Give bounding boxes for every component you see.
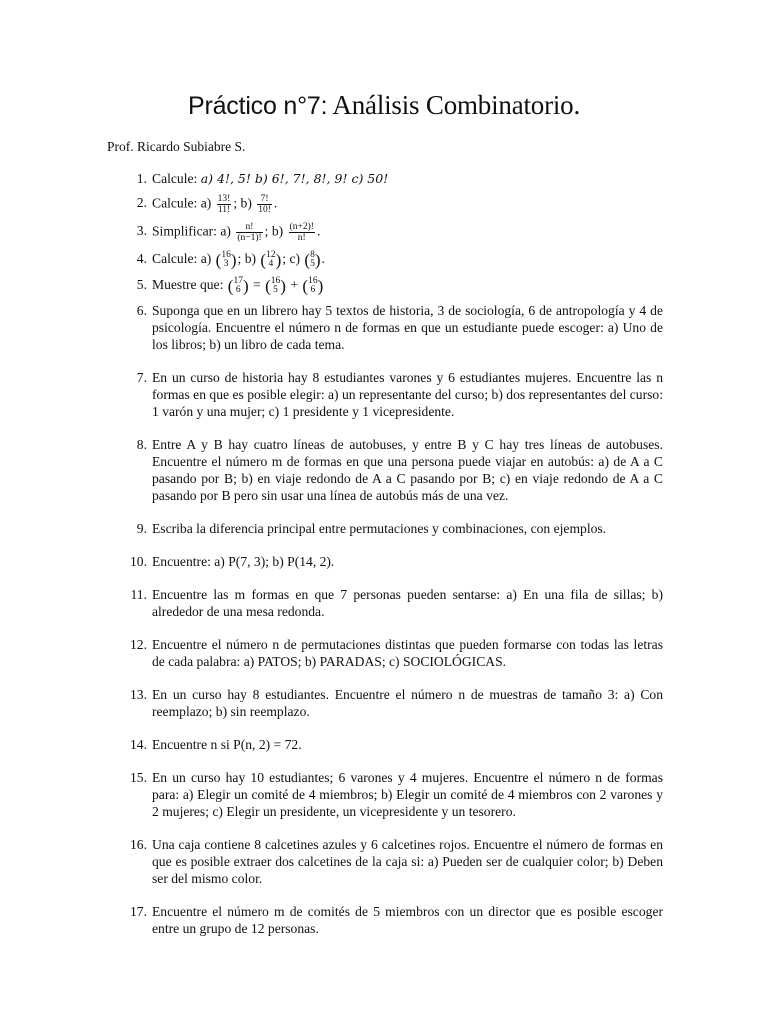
problem-text: En un curso de historia hay 8 estudiantes varones y 6 estudiantes mujeres. Encuentre las n formas en que es posible elegir: a) un representante del curso; b) dos representantes del curso: 1 varón y una mujer; c) 1 presidente y 1 vicepresidente. — [152, 369, 663, 419]
problem-text: Escriba la diferencia principal entre permutaciones y combinaciones, con ejemplos. — [152, 520, 607, 536]
binomial: ( 16 3 ) — [215, 249, 237, 270]
problem-number: 1. — [136, 171, 147, 186]
problem-item — [107, 369, 663, 420]
problem-text: Encuentre: a) P(7, 3); b) P(14, 2). — [152, 553, 335, 569]
problem-item: 5. Muestre que: ( 17 6 ) = ( 16 5 ) + ( 16 6 ) — [107, 276, 663, 295]
problem-text: Encuentre el número m de comités de 5 miembros con un director que es posible escoger entre un grupo de 12 personas. — [152, 903, 663, 936]
problem-text: Calcule: — [152, 171, 201, 186]
problem-item — [107, 636, 663, 670]
binomial: ( 8 5 ) — [304, 249, 321, 270]
problem-number: 7. — [136, 369, 147, 385]
problem-text: Muestre que: — [152, 276, 224, 292]
title-rest: Análisis Combinatorio. — [327, 90, 581, 120]
problem-text: Encuentre las m formas en que 7 personas pueden sentarse: a) En una fila de sillas; b) alrededor de una mesa redonda. — [152, 586, 663, 619]
problem-list — [107, 170, 663, 937]
title-lead: Práctico n°7: — [187, 92, 328, 120]
problem-item — [107, 302, 663, 353]
problem-text: Encuentre el número n de permutaciones distintas que pueden formarse con todas las letras de cada palabra: a) PATOS; b) PARADAS; c) SOCIOLÓGICAS. — [152, 636, 663, 669]
problem-item: 3. Simplificar: a) $\frac{n!}{(n-1)!}$ ; b) $\frac{(n+2)!}{n!}$ . — [107, 222, 663, 243]
problem-number: 6. — [136, 302, 147, 318]
problem-item: 2. Calcule: a) $\frac{13!}{11!}$ ; b) $\frac{7!}{10!}$ . — [107, 194, 663, 215]
binomial: ( 17 6 ) — [227, 275, 249, 296]
problem-text: Calcule: a) — [152, 251, 212, 266]
problem-text: Calcule: a) — [152, 195, 212, 211]
problem-text: Una caja contiene 8 calcetines azules y 6 calcetines rojos. Encuentre el número de formas en que es posible extraer dos calcetines de la caja si: a) Pueden ser de cualquier color; b) Deben ser del mismo color. — [152, 836, 663, 886]
problem-number: 8. — [136, 436, 147, 452]
problem-item — [107, 836, 663, 887]
problem-text: Encuentre n si P(n, 2) = 72. — [152, 736, 302, 752]
fraction: $\frac{n!}{(n-1)!}$ — [237, 222, 262, 243]
problem-number: 2. — [136, 195, 147, 210]
problem-number: 17. — [130, 903, 147, 919]
problem-item — [107, 686, 663, 720]
fraction: $\frac{13!}{11!}$ — [217, 194, 231, 215]
problem-text: Entre A y B hay cuatro líneas de autobuses, y entre B y C hay tres líneas de autobuses. Encuentre el número m de formas en que una persona puede viajar en autobús: a) de A a C pasando por B; b) en viaje redondo de A a C pasando por B; c) en viaje redondo de A a C pasando por B pero sin usar una línea de autobús más de una vez. — [152, 436, 663, 503]
problem-item: 4. Calcule: a) ( 16 3 ); b) ( 12 4 ); c) ( 8 5 ). — [107, 250, 663, 269]
binomial: ( 16 6 ) — [302, 275, 324, 296]
problem-item — [107, 520, 663, 537]
problem-item — [107, 436, 663, 504]
problem-text: En un curso hay 8 estudiantes. Encuentre el número n de muestras de tamaño 3: a) Con reemplazo; b) sin reemplazo. — [152, 686, 663, 719]
problem-item — [107, 170, 663, 187]
problem-number: 3. — [136, 223, 147, 238]
problem-text: Simplificar: a) — [152, 223, 231, 239]
problem-number: 4. — [136, 251, 147, 266]
problem-number: 13. — [130, 686, 147, 702]
problem-item — [107, 586, 663, 620]
binomial: ( 12 4 ) — [260, 249, 282, 270]
problem-number: 14. — [130, 736, 147, 752]
problem-number: 9. — [136, 520, 147, 536]
binomial: ( 16 5 ) — [265, 275, 286, 296]
problem-item — [107, 769, 663, 820]
problem-number: 15. — [130, 769, 147, 785]
problem-number: 16. — [130, 836, 147, 852]
problem-text: En un curso hay 10 estudiantes; 6 varones y 4 mujeres. Encuentre el número n de formas para: a) Elegir un comité de 4 miembros; b) Elegir un comité de 4 miembros con 2 varones y 2 mujeres; c) Elegir un presidente, un vicepresidente y un tesorero. — [152, 769, 663, 819]
problem-item — [107, 903, 663, 937]
fraction: $\frac{(n+2)!}{n!}$ — [289, 222, 314, 243]
problem-number: 12. — [130, 636, 147, 652]
problem-item — [107, 736, 663, 753]
problem-number: 10. — [130, 553, 147, 569]
problem-number: 5. — [136, 276, 147, 292]
problem-number: 11. — [130, 586, 147, 602]
author-line: Prof. Ricardo Subiabre S. — [107, 139, 246, 154]
page-title — [0, 90, 768, 121]
problem-math: a) 4!, 5! b) 6!, 7!, 8!, 9! c) 50! — [200, 171, 389, 186]
problem-text: Suponga que en un librero hay 5 textos de historia, 3 de sociología, 6 de antropología y 4 de psicología. Encuentre el número n de formas en que un estudiante puede escoger: a) Uno de los libros; b) un libro de cada tema. — [152, 302, 663, 352]
problem-item — [107, 553, 663, 570]
fraction: $\frac{7!}{10!}$ — [258, 194, 271, 215]
